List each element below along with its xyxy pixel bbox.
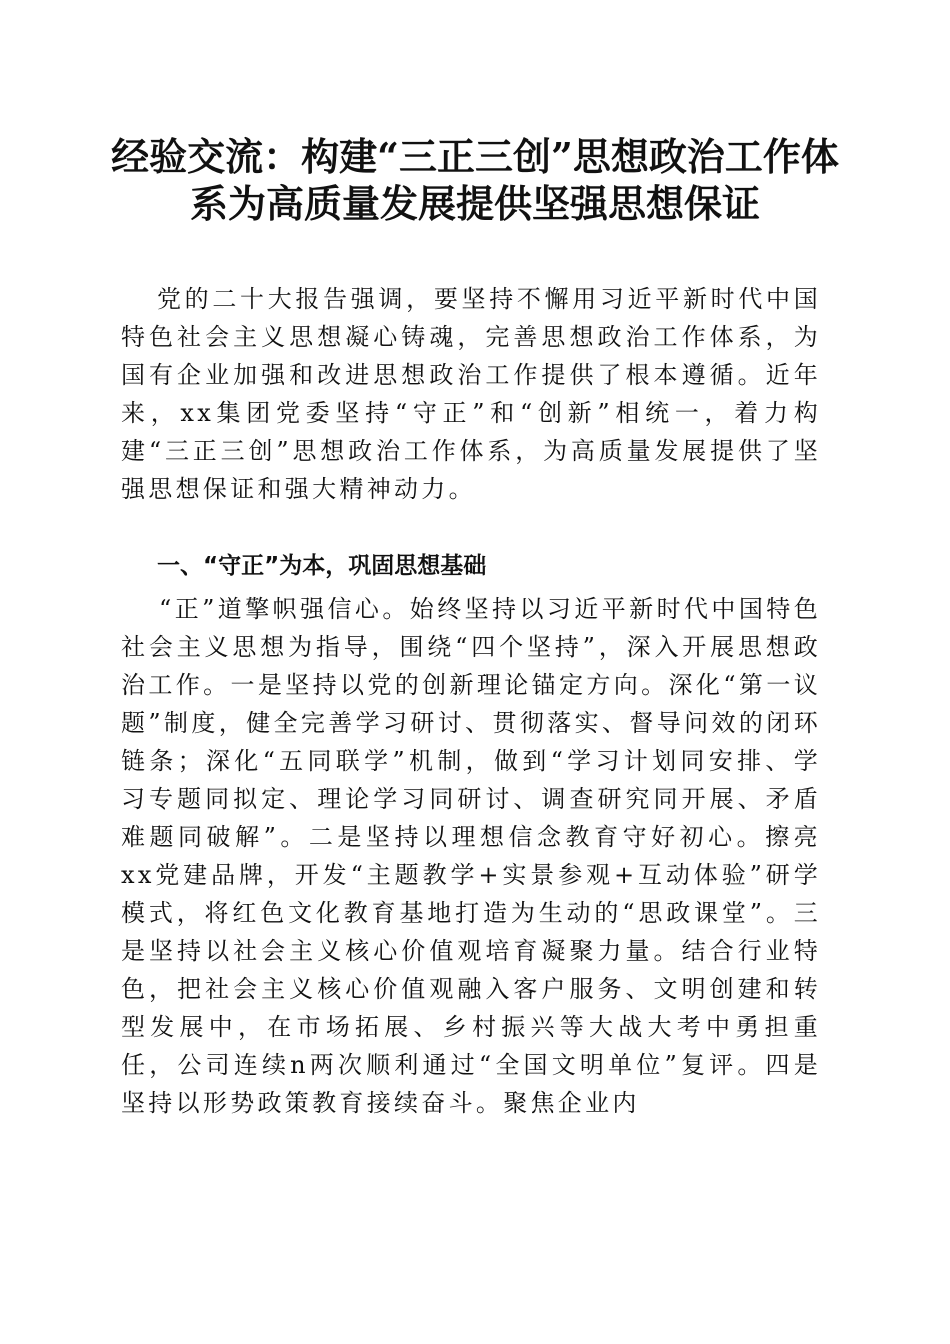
section-heading: 一、“守正”为本，巩固思想基础 [157,553,487,579]
document-title: 经验交流：构建“三正三创”思想政治工作体系为高质量发展提供坚强思想保证 [111,134,839,226]
section-paragraph: “正”道擎帜强信心。始终坚持以习近平新时代中国特色社会主义思想为指导，围绕“四个坚持”，深入开展思想政治工作。一是坚持以党的创新理论锚定方向。深化“第一议题”制度，健全完善学习研讨、贯彻落实、督导问效的闭环链条；深化“五同联学”机制，做到“学习计划同安排、学习专题同拟定、理论学习同研讨、调查研究同开展、矛盾难题同破解”。二是坚持以理想信念教育守好初心。擦亮xx党建品牌，开发“主题教学+实景参观+互动体验”研学模式，将红色文化教育基地打造为生动的“思政课堂”。三是坚持以社会主义核心价值观培育凝聚力量。结合行业特色，把社会主义核心价值观融入客户服务、文明创建和转型发展中，在市场拓展、乡村振兴等大战大考中勇担重任，公司连续n两次顺利通过“全国文明单位”复评。四是坚持以形势政策教育接续奋斗。聚焦企业内 [121,595,821,1117]
intro-paragraph: 党的二十大报告强调，要坚持不懈用习近平新时代中国特色社会主义思想凝心铸魂，完善思想政治工作体系，为国有企业加强和改进思想政治工作提供了根本遵循。近年来，xx集团党委坚持“守正”和“创新”相统一，着力构建“三正三创”思想政治工作体系，为高质量发展提供了坚强思想保证和强大精神动力。 [121,285,821,503]
